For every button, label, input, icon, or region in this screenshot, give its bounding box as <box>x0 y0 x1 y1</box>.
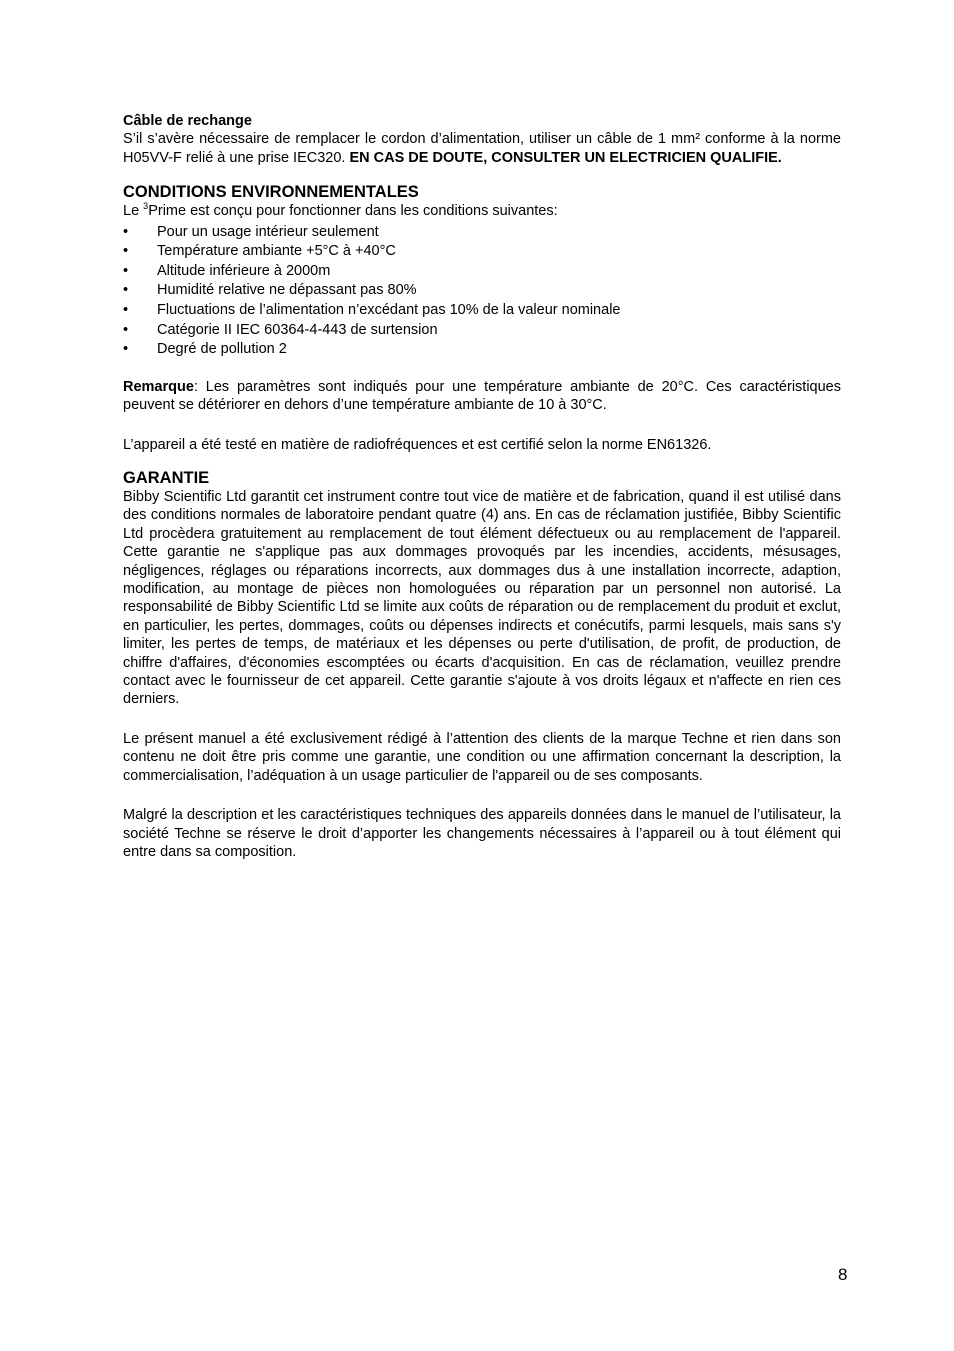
bullet-icon: • <box>123 321 129 338</box>
list-item <box>123 262 841 282</box>
list-item-text: Température ambiante +5°C à +40°C <box>157 243 396 260</box>
warranty-paragraph-2: Le présent manuel a été exclusivement rédigé à l’attention des clients de la marque Techne et rien dans son contenu ne doit être pris comme une garantie, une condition ou une affirmation concernant la description, la commercialisation, l’adéquation à un usage particulier de l'appareil ou de ses composants. <box>123 730 841 784</box>
warranty-section <box>123 468 841 861</box>
list-item-text: Degré de pollution 2 <box>157 341 287 358</box>
warranty-paragraph-1: Bibby Scientific Ltd garantit cet instrument contre tout vice de matière et de fabrication, quand il est utilisé dans des conditions normales de laboratoire pendant quatre (4) ans. En cas de réclamation justifiée, Bibby Scientific Ltd procèdera gratuitement au remplacement de tout élément défectueux ou au remplacement de l'appareil. Cette garantie ne s'applique pas aux dommages provoqués par les incendies, accidents, mésusages, négligences, réglages ou réparations incorrects, aux dommages dus à une installation incorrecte, adaption, modification, au montage de pièces non homologuées ou réparation par un personnel non autorisé. La responsabilité de Bibby Scientific Ltd se limite aux coûts de réparation ou de remplacement du produit et exclut, en particulier, les pertes, dommages, coûts ou dépenses indirects et conécutifs, parmi lesquels, mais sans s'y limiter, les pertes de temps, de matériaux et les dépenses ou perte d'utilisation, de profit, de production, de chiffre d'affaires, d'économies escomptées ou écarts d'acquisition. En cas de réclamation, veuillez prendre contact avec le fournisseur de cet appareil. Cette garantie s'ajoute à vos droits légaux et n'affecte en rien ces derniers. <box>123 489 841 708</box>
list-item-text: Humidité relative ne dépassant pas 80% <box>157 282 417 299</box>
bullet-icon: • <box>123 282 129 299</box>
remark-text: : Les paramètres sont indiqués pour une température ambiante de 20°C. Ces caractéristiques peuvent se détériorer en dehors d’une température ambiante de 10 à 30°C. <box>123 378 841 414</box>
replacement-cable-text <box>123 130 841 167</box>
list-item-text: Altitude inférieure à 2000m <box>157 262 331 279</box>
warranty-paragraph-3: Malgré la description et les caractéristiques techniques des appareils données dans le manuel de l’utilisateur, la société Techne se réserve le droit d’apporter les changements nécessaires à l’appareil ou à tout élément qui entre dans sa composition. <box>123 807 841 860</box>
list-item <box>123 242 841 262</box>
page-number: 8 <box>838 1265 848 1284</box>
warranty-heading: GARANTIE <box>123 469 210 487</box>
intro-superscript: 3 <box>143 201 149 212</box>
replacement-cable-body: S’il s’avère nécessaire de remplacer le cordon d’alimentation, utiliser un câble de 1 mm² conforme à la norme H05VV-F relié à une prise IEC320. <box>123 131 841 166</box>
remark-label: Remarque <box>123 378 194 395</box>
remark-paragraph <box>123 378 841 415</box>
bullet-icon: • <box>123 223 129 240</box>
bullet-icon: • <box>123 302 129 318</box>
list-item <box>123 281 841 301</box>
certification-paragraph: L’appareil a été testé en matière de radiofréquences et est certifié selon la norme EN61326. <box>123 436 712 453</box>
bullet-icon: • <box>123 341 129 358</box>
intro-prefix: Le <box>123 203 144 220</box>
environmental-intro <box>123 202 841 220</box>
document-page <box>123 112 841 861</box>
environmental-conditions-heading: CONDITIONS ENVIRONNEMENTALES <box>123 183 419 202</box>
list-item <box>123 321 841 341</box>
environmental-conditions-list <box>123 223 841 360</box>
bullet-icon: • <box>123 243 129 260</box>
list-item <box>123 340 841 360</box>
bullet-icon: • <box>123 262 129 279</box>
list-item <box>123 301 841 321</box>
replacement-cable-heading: Câble de rechange <box>123 113 252 129</box>
environmental-conditions-section <box>123 182 841 454</box>
list-item-text: Pour un usage intérieur seulement <box>157 223 379 240</box>
replacement-cable-section <box>123 112 841 167</box>
intro-rest: Prime est conçu pour fonctionner dans les conditions suivantes: <box>148 203 558 220</box>
list-item <box>123 223 841 243</box>
list-item-text: Catégorie II IEC 60364-4-443 de surtension <box>157 321 438 338</box>
electrician-warning: EN CAS DE DOUTE, CONSULTER UN ELECTRICIEN QUALIFIE. <box>349 149 782 166</box>
list-item-text: Fluctuations de l’alimentation n’excédant pas 10% de la valeur nominale <box>157 302 621 318</box>
